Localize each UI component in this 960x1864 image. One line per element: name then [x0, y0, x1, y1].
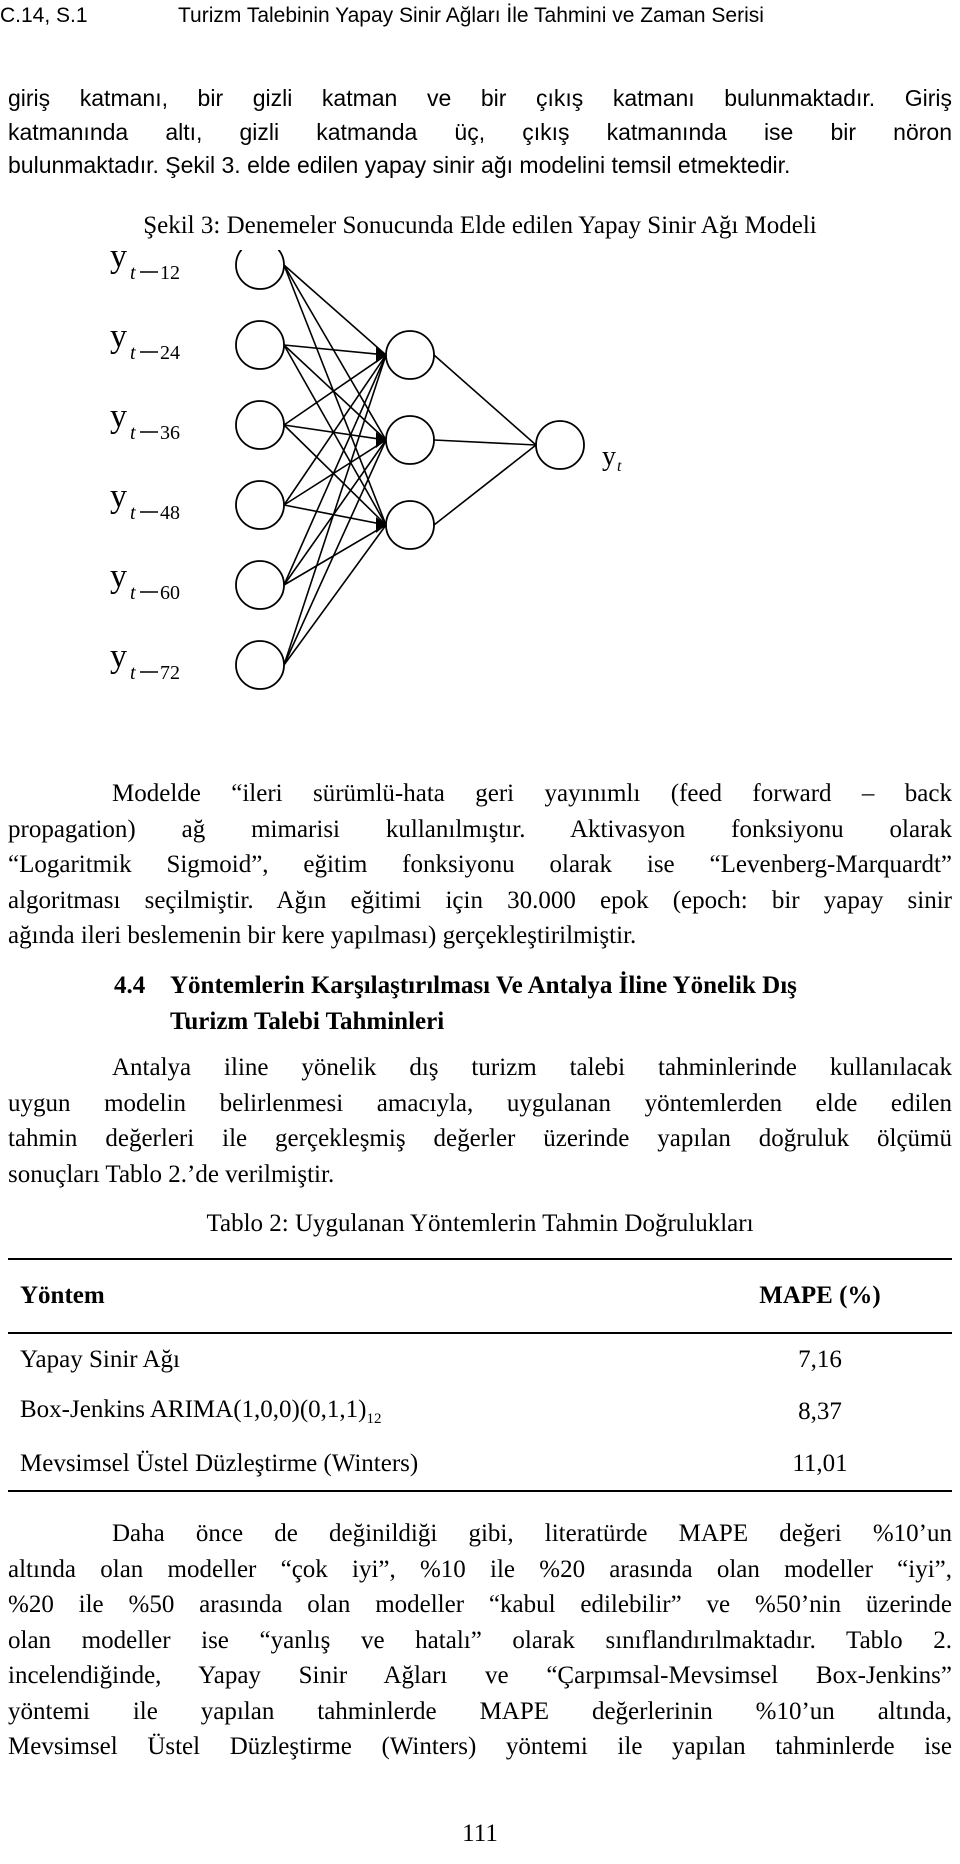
text-line: uygun modelin belirlenmesi amacıyla, uygulanan yöntemlerden elde edilen: [8, 1089, 952, 1117]
text-line: giriş katmanı, bir gizli katman ve bir çıkış katmanı bulunmaktadır. Giriş: [8, 85, 952, 111]
input-neuron: [236, 401, 284, 449]
mape-cell: 11,01: [688, 1438, 952, 1491]
results-table: [8, 1258, 952, 1492]
section-heading: [114, 968, 954, 1040]
input-label-lag: 48: [160, 502, 180, 524]
model-paragraph: [8, 776, 952, 954]
input-label-lag: 24: [160, 342, 180, 364]
input-label-lag: 12: [160, 262, 180, 284]
text-line: sonuçları Tablo 2.’de verilmiştir.: [8, 1160, 335, 1188]
text-line: ağında ileri beslemenin bir kere yapılması) gerçekleştirilmiştir.: [8, 922, 637, 949]
journal-volume-id: C.14, S.1: [0, 4, 88, 27]
text-line: tahmin değerleri ile gerçekleşmiş değerler üzerinde yapılan doğruluk ölçümü: [8, 1125, 952, 1152]
input-label-t: t: [130, 342, 136, 364]
header-mape: MAPE (%): [688, 1259, 952, 1333]
table-caption: Tablo 2: Uygulanan Yöntemlerin Tahmin Doğrulukları: [206, 1210, 754, 1237]
input-neuron: [236, 641, 284, 689]
input-label-y: y: [110, 638, 127, 675]
input-label-t: t: [130, 422, 136, 444]
section-title-line2: Turizm Talebi Tahminleri: [170, 1008, 445, 1035]
running-title: Turizm Talebinin Yapay Sinir Ağları İle Tahmini ve Zaman Serisi: [178, 4, 764, 27]
connection-line: [434, 445, 536, 525]
neural-network-diagram: [110, 250, 770, 770]
table-header-row: [8, 1259, 952, 1333]
connection-line: [284, 345, 386, 440]
text-line: incelendiğinde, Yapay Sinir Ağları ve “Çarpımsal-Mevsimsel Box-Jenkins”: [8, 1662, 952, 1689]
final-paragraph: [8, 1516, 952, 1765]
input-neuron: [236, 561, 284, 609]
input-label-lag: 36: [160, 422, 180, 444]
hidden-neuron: [386, 416, 434, 464]
input-label-y: y: [110, 478, 127, 515]
method-cell: Mevsimsel Üstel Düzleştirme (Winters): [8, 1438, 688, 1491]
text-line: Mevsimsel Üstel Düzleştirme (Winters) yöntemi ile yapılan tahminlerde ise: [8, 1733, 952, 1760]
table-row: [8, 1438, 952, 1491]
text-line: altında olan modeller “çok iyi”, %10 ile %20 arasında olan modeller “iyi”,: [8, 1555, 952, 1583]
output-neuron: [536, 421, 584, 469]
input-label-lag: 72: [160, 662, 180, 684]
network-labels: [110, 250, 622, 684]
network-nodes: [236, 250, 584, 689]
table-row: [8, 1386, 952, 1438]
connection-line: [284, 525, 386, 585]
output-label-y: y: [602, 441, 616, 472]
text-line: bulunmaktadır. Şekil 3. elde edilen yapay sinir ağı modelini temsil etmektedir.: [8, 152, 791, 178]
connection-line: [284, 265, 386, 525]
method-cell: Box-Jenkins $ARIMA(1,0,0)(0,1,1)_{12}$: [20, 1396, 382, 1427]
input-label-t: t: [130, 582, 136, 604]
input-label-y: y: [110, 318, 127, 355]
connection-line: [284, 355, 386, 505]
input-neuron: [236, 481, 284, 529]
text-line: algoritması seçilmiştir. Ağın eğitimi için 30.000 epok (epoch: bir yapay sinir: [8, 886, 952, 914]
method-cell: Yapay Sinir Ağı: [20, 1346, 180, 1373]
text-line: %20 ile %50 arasında olan modeller “kabul edilebilir” ve %50’nin üzerinde: [8, 1591, 952, 1618]
section-paragraph: [8, 1050, 952, 1192]
connection-line: [284, 345, 386, 525]
connection-line: [284, 425, 386, 440]
mape-cell: 8,37: [798, 1398, 842, 1425]
section-title-line1: Yöntemlerin Karşılaştırılması Ve Antalya İline Yönelik Dış: [170, 972, 797, 999]
figure-caption: Şekil 3: Denemeler Sonucunda Elde edilen Yapay Sinir Ağı Modeli: [143, 212, 817, 239]
input-label-t: t: [130, 662, 136, 684]
text-line: yöntemi ile yapılan tahminlerde MAPE değerlerinin %10’un altında,: [8, 1697, 952, 1725]
input-label-t: t: [130, 502, 136, 524]
input-label-y: y: [110, 250, 127, 275]
input-neuron: [236, 321, 284, 369]
text-line: “Logaritmik Sigmoid”, eğitim fonksiyonu olarak ise “Levenberg-Marquardt”: [8, 851, 952, 878]
text-line: Modelde “ileri sürümlü-hata geri yayınımlı (feed forward – back: [112, 780, 952, 807]
input-label-y: y: [110, 558, 127, 595]
mape-cell: 7,16: [798, 1346, 842, 1373]
seasonal-period-subscript: 12: [366, 1411, 382, 1427]
text-line: olan modeller ise “yanlış ve hatalı” olarak sınıflandırılmaktadır. Tablo 2.: [8, 1626, 952, 1654]
input-label-y: y: [110, 398, 127, 435]
text-line: Antalya iline yönelik dış turizm talebi tahminlerinde kullanılacak: [112, 1054, 952, 1081]
hidden-neuron: [386, 501, 434, 549]
running-header: [0, 4, 960, 44]
input-label-t: t: [130, 262, 136, 284]
text-line: katmanında altı, gizli katmanda üç, çıkış katmanında ise bir nöron: [8, 118, 952, 145]
output-label-t: t: [617, 458, 622, 475]
network-svg: [110, 250, 770, 770]
hidden-neuron: [386, 331, 434, 379]
table-row: [8, 1333, 952, 1386]
text-line: propagation) ağ mimarisi kullanılmıştır. Aktivasyon fonksiyonu olarak: [8, 815, 952, 843]
header-method: Yöntem: [8, 1259, 688, 1333]
connection-line: [434, 355, 536, 445]
intro-paragraph: [8, 82, 952, 183]
page-number: 111: [462, 1820, 498, 1847]
connection-line: [284, 265, 386, 355]
text-line: Daha önce de değinildiği gibi, literatürde MAPE değeri %10’un: [112, 1520, 952, 1547]
connection-line: [434, 440, 536, 445]
section-number: 4.4: [114, 972, 146, 999]
network-connections: [284, 265, 536, 665]
connection-line: [284, 440, 386, 665]
input-label-lag: 60: [160, 582, 180, 604]
connection-line: [284, 525, 386, 665]
input-neuron: [236, 250, 284, 289]
